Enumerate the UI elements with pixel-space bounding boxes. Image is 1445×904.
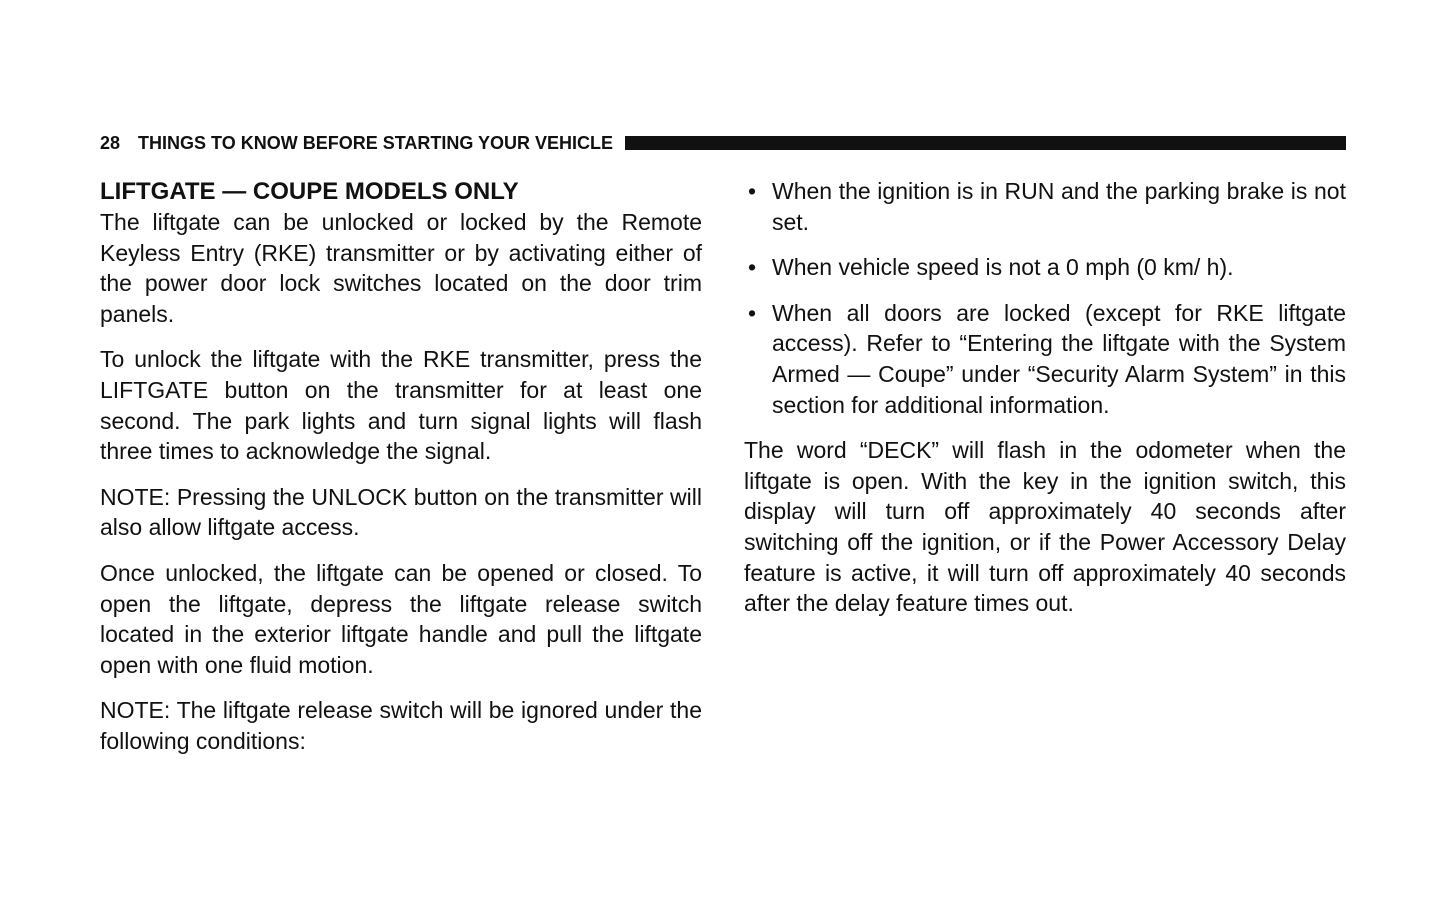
bullet-icon: •: [748, 299, 757, 326]
left-column: [100, 176, 702, 772]
bullet-icon: •: [748, 254, 757, 281]
bullet-text: When all doors are locked (except for RKE liftgate access). Refer to “Entering the liftgate with the System Armed — Coupe” under “Security Alarm System” in this section for additional information.: [772, 299, 1346, 418]
page-header: [100, 132, 1346, 154]
paragraph-unlock-instructions: To unlock the liftgate with the RKE transmitter, press the LIFTGATE button on the transmitter for at least one second. The park lights and turn signal lights will flash three times to acknowledge the signal.: [100, 346, 702, 465]
bullet-icon: •: [748, 178, 757, 204]
list-item: [744, 176, 1346, 237]
note-release-switch: NOTE: The liftgate release switch will be ignored under the following conditions:: [100, 697, 702, 754]
paragraph-open-liftgate: Once unlocked, the liftgate can be opened or closed. To open the liftgate, depress the liftgate release switch located in the exterior liftgate handle and pull the liftgate open with one fluid motion.: [100, 559, 702, 678]
list-item: [744, 252, 1346, 283]
note-unlock-button: NOTE: Pressing the UNLOCK button on the transmitter will also allow liftgate access.: [100, 483, 702, 541]
paragraph-intro: The liftgate can be unlocked or locked by the Remote Keyless Entry (RKE) transmitter or by activating either of the power door lock switches located on the door trim panels.: [100, 209, 702, 327]
list-item: [744, 298, 1346, 420]
paragraph-deck-indicator: The word “DECK” will flash in the odometer when the liftgate is open. With the key in the ignition switch, this display will turn off approximately 40 seconds after switching off the ignition, or if the Power Accessory Delay feature is active, it will turn off approximately 40 seconds after the delay feature times out.: [744, 437, 1346, 617]
page-number: 28: [100, 132, 121, 153]
section-heading: LIFTGATE — COUPE MODELS ONLY: [100, 178, 519, 205]
right-column: [744, 176, 1346, 634]
bullet-text: When the ignition is in RUN and the parking brake is not set.: [772, 178, 1346, 235]
conditions-list: [744, 176, 1346, 420]
chapter-title: THINGS TO KNOW BEFORE STARTING YOUR VEHICLE: [138, 132, 614, 153]
header-rule: [625, 136, 1346, 150]
bullet-text: When vehicle speed is not a 0 mph (0 km/ h).: [772, 254, 1234, 281]
